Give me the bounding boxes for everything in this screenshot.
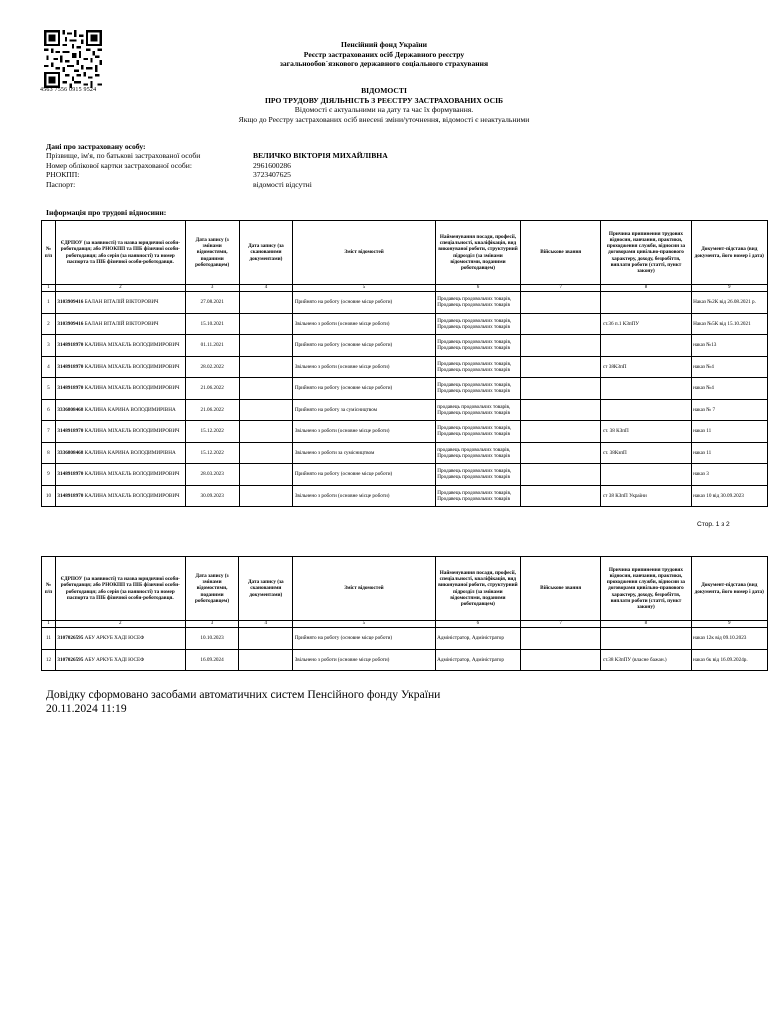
employer-cell xyxy=(55,421,185,443)
document-cell: наказ 11 xyxy=(691,421,767,443)
col-num: 9 xyxy=(691,285,767,292)
document-cell: наказ 11 xyxy=(691,442,767,464)
col-header-scan-date: Дата запису (за сканованими документами) xyxy=(239,221,293,285)
table-row xyxy=(42,464,768,486)
military-rank-cell xyxy=(521,356,601,378)
col-num: 7 xyxy=(521,285,601,292)
row-number-cell: 7 xyxy=(42,421,56,443)
scan-date-cell xyxy=(239,649,293,671)
employer-code: 3148918970 xyxy=(57,342,84,349)
table-row xyxy=(42,421,768,443)
termination-reason-cell xyxy=(601,628,691,650)
table-row xyxy=(42,335,768,357)
row-number-cell: 1 xyxy=(42,292,56,314)
person-heading: Дані про застраховану особу: xyxy=(46,142,146,151)
position-cell: Продавець продовольчих товарів, Продавець продовольчих товарів xyxy=(435,313,520,335)
table-row xyxy=(42,485,768,507)
termination-reason-cell: ст.38 КЗпПУ (власне бажан.) xyxy=(601,649,691,671)
employer-name: АБУ АРКУБ ХАДІ ЮСЕФ xyxy=(84,635,145,642)
col-num: 8 xyxy=(601,621,691,628)
record-date-cell: 10.10.2023 xyxy=(185,628,239,650)
col-header-document: Документ-підстава (вид документа, його номер і дата) xyxy=(691,557,767,621)
employer-cell xyxy=(55,335,185,357)
person-name-value: ВЕЛИЧКО ВІКТОРІЯ МИХАЙЛІВНА xyxy=(253,151,388,161)
col-header-termination-reason: Причина припинення трудових відносин, навчання, практики, проходження служби, відносин за договорами цивільно-правового характеру, доходу, безробіття, виплати роботи (статті, пункт закону) xyxy=(601,221,691,285)
col-num: 8 xyxy=(601,285,691,292)
content-cell: Прийнято на роботу (основне місце роботи) xyxy=(293,292,435,314)
record-date-cell: 16.09.2024 xyxy=(185,649,239,671)
employer-cell xyxy=(55,485,185,507)
document-cell: наказ №4 xyxy=(691,378,767,400)
col-header-content: Зміст відомостей xyxy=(293,557,435,621)
record-date-cell: 30.09.2023 xyxy=(185,485,239,507)
row-number-cell: 6 xyxy=(42,399,56,421)
document-cell: наказ № 7 xyxy=(691,399,767,421)
termination-reason-cell: ст. 38КзпП xyxy=(601,442,691,464)
record-date-cell: 28.03.2023 xyxy=(185,464,239,486)
employer-code: 3148918970 xyxy=(57,492,84,499)
col-num: 4 xyxy=(239,285,293,292)
col-header-employer: ЄДРПОУ (за наявності) та назва юридичної особи-роботодавця; або РНОКПП та ПІБ фізичної особи-роботодавця; або серія (за наявності) та номер паспорта та ПІБ фізичної особи-роботодавця. xyxy=(55,557,185,621)
col-header-record-date: Дата запису (з змінами відомостями, поданими роботодавцем) xyxy=(185,221,239,285)
military-rank-cell xyxy=(521,485,601,507)
employer-name: КАЛИНА МІХАЕЛЬ ВОЛОДИМИРОВИЧ xyxy=(84,428,180,435)
document-cell: наказ 3 xyxy=(691,464,767,486)
record-date-cell: 01.11.2021 xyxy=(185,335,239,357)
col-num: 3 xyxy=(185,621,239,628)
scan-date-cell xyxy=(239,464,293,486)
termination-reason-cell: ст 38 КЗпП України xyxy=(601,485,691,507)
table-row xyxy=(42,378,768,400)
employer-cell xyxy=(55,399,185,421)
scan-date-cell xyxy=(239,485,293,507)
position-cell: продавець продовольчих товарів, Продавець продовольчих товарів xyxy=(435,399,520,421)
col-header-content: Зміст відомостей xyxy=(293,221,435,285)
scan-date-cell xyxy=(239,292,293,314)
footer-line-2: 20.11.2024 11:19 xyxy=(46,701,127,715)
employer-cell xyxy=(55,442,185,464)
military-rank-cell xyxy=(521,335,601,357)
employer-cell xyxy=(55,292,185,314)
person-card-row xyxy=(46,161,388,170)
scan-date-cell xyxy=(239,628,293,650)
table-body-page-1 xyxy=(42,292,768,507)
employer-cell xyxy=(55,464,185,486)
position-cell: Продавець продовольчих товарів, Продавець продовольчих товарів xyxy=(435,464,520,486)
table-row xyxy=(42,292,768,314)
row-number-cell: 4 xyxy=(42,356,56,378)
employer-cell xyxy=(55,313,185,335)
person-rnokpp-value: 3723407625 xyxy=(253,170,291,180)
col-header-number: № п/п xyxy=(42,557,56,621)
employer-name: БАЛАН ВІТАЛІЙ ВІКТОРОВИЧ xyxy=(84,320,159,327)
employer-cell xyxy=(55,378,185,400)
section-title: Інформація про трудові відносини: xyxy=(46,208,167,217)
termination-reason-cell xyxy=(601,335,691,357)
employer-code: 3336808468 xyxy=(57,406,84,413)
employer-code: 3148918970 xyxy=(57,385,84,392)
position-cell: Продавець продовольчих товарів, Продавець продовольчих товарів xyxy=(435,421,520,443)
position-cell: Продавець продовольчих товарів, Продавець продовольчих товарів xyxy=(435,356,520,378)
employer-cell xyxy=(55,356,185,378)
table-row xyxy=(42,628,768,650)
table-row xyxy=(42,399,768,421)
col-header-position: Найменування посади, професії, спеціальності, кваліфікація, вид виконуваної роботи, структурний підрозділ (за змінами відомостями, поданими роботодавцем) xyxy=(435,557,520,621)
person-rnokpp-row xyxy=(46,170,388,179)
col-num: 5 xyxy=(293,621,435,628)
employer-cell xyxy=(55,649,185,671)
col-num: 1 xyxy=(42,621,56,628)
document-cell: наказ 12к від 09.10.2023 xyxy=(691,628,767,650)
content-cell: Звільнено з роботи (основне місце роботи) xyxy=(293,313,435,335)
employer-code: 3103909416 xyxy=(57,299,84,306)
row-number-cell: 2 xyxy=(42,313,56,335)
record-date-cell: 21.06.2022 xyxy=(185,399,239,421)
military-rank-cell xyxy=(521,292,601,314)
position-cell: Продавець продовольчих товарів, Продавець продовольчих товарів xyxy=(435,292,520,314)
person-rnokpp-label: РНОКПП: xyxy=(46,170,80,180)
position-cell: Адміністратор, Адміністратор xyxy=(435,628,520,650)
employer-name: АБУ АРКУБ ХАДІ ЮСЕФ xyxy=(84,656,145,663)
document-header xyxy=(0,40,768,69)
person-card-label: Номер облікової картки застрахованої особи: xyxy=(46,160,192,170)
scan-date-cell xyxy=(239,378,293,400)
qr-number: 4563 7556 0915 9524 xyxy=(40,87,97,93)
employer-code: 3148918970 xyxy=(57,471,84,478)
position-cell: Продавець продовольчих товарів, Продавець продовольчих товарів xyxy=(435,335,520,357)
employment-table-page-1 xyxy=(41,220,768,507)
termination-reason-cell: ст 38КЗпП xyxy=(601,356,691,378)
employer-name: КАЛИНА МІХАЕЛЬ ВОЛОДИМИРОВИЧ xyxy=(84,363,180,370)
record-date-cell: 15.10.2021 xyxy=(185,313,239,335)
col-num: 1 xyxy=(42,285,56,292)
person-passport-row xyxy=(46,180,388,189)
scan-date-cell xyxy=(239,442,293,464)
employer-code: 3103909416 xyxy=(57,320,84,327)
content-cell: Звільнено з роботи (основне місце роботи) xyxy=(293,485,435,507)
military-rank-cell xyxy=(521,442,601,464)
position-cell: Продавець продовольчих товарів, Продавець продовольчих товарів xyxy=(435,485,520,507)
title-line-2: ПРО ТРУДОВУ ДІЯЛЬНІСТЬ З РЕЄСТРУ ЗАСТРАХОВАНИХ ОСІБ xyxy=(264,95,504,105)
row-number-cell: 10 xyxy=(42,485,56,507)
employer-name: КАЛИНА МІХАЕЛЬ ВОЛОДИМИРОВИЧ xyxy=(84,385,180,392)
content-cell: Прийнято на роботу (основне місце роботи) xyxy=(293,464,435,486)
employer-code: 3107026595 xyxy=(57,656,84,663)
termination-reason-cell: ст.36 п.1 КЗпПУ xyxy=(601,313,691,335)
person-name-row xyxy=(46,151,388,160)
employer-name: КАЛИНА КАРИНА ВОЛОДИМИРІВНА xyxy=(84,449,176,456)
scan-date-cell xyxy=(239,356,293,378)
col-num: 7 xyxy=(521,621,601,628)
employer-code: 3148918970 xyxy=(57,428,84,435)
position-cell: Продавець продовольчих товарів, Продавець продовольчих товарів xyxy=(435,378,520,400)
title-line-3: Відомості є актуальними на дату та час їх формування. xyxy=(294,105,474,115)
scan-date-cell xyxy=(239,421,293,443)
person-passport-value: відомості відсутні xyxy=(253,179,312,189)
termination-reason-cell xyxy=(601,292,691,314)
document-cell: наказ 10 від 30.09.2023 xyxy=(691,485,767,507)
col-header-military-rank: Військове звання xyxy=(521,557,601,621)
col-header-document: Документ-підстава (вид документа, його номер і дата) xyxy=(691,221,767,285)
row-number-cell: 9 xyxy=(42,464,56,486)
column-number-row xyxy=(42,285,768,292)
col-num: 2 xyxy=(55,285,185,292)
record-date-cell: 15.12.2022 xyxy=(185,442,239,464)
col-num: 2 xyxy=(55,621,185,628)
position-cell: продавець продовольчих товарів, Продавець продовольчих товарів xyxy=(435,442,520,464)
col-header-scan-date: Дата запису (за сканованими документами) xyxy=(239,557,293,621)
document-cell: наказ №4 xyxy=(691,356,767,378)
military-rank-cell xyxy=(521,649,601,671)
col-header-employer: ЄДРПОУ (за наявності) та назва юридичної особи-роботодавця; або РНОКПП та ПІБ фізичної особи-роботодавця; або серія (за наявності) та номер паспорта та ПІБ фізичної особи-роботодавця. xyxy=(55,221,185,285)
footer-line-1: Довідку сформовано засобами автоматичних систем Пенсійного фонду України xyxy=(46,688,441,701)
employer-code: 3148918970 xyxy=(57,363,84,370)
record-date-cell: 21.06.2022 xyxy=(185,378,239,400)
header-line-1: Пенсійний фонд України xyxy=(341,40,427,49)
table-row xyxy=(42,356,768,378)
employer-name: КАЛИНА КАРИНА ВОЛОДИМИРІВНА xyxy=(84,406,176,413)
col-header-military-rank: Військове звання xyxy=(521,221,601,285)
table-header-row xyxy=(42,557,768,621)
row-number-cell: 5 xyxy=(42,378,56,400)
employer-name: КАЛИНА МІХАЕЛЬ ВОЛОДИМИРОВИЧ xyxy=(84,342,180,349)
employer-code: 3336808468 xyxy=(57,449,84,456)
document-cell: наказ 6к від 16.09.2024р. xyxy=(691,649,767,671)
termination-reason-cell xyxy=(601,464,691,486)
document-cell: Наказ №2К від 26.08.2021 р. xyxy=(691,292,767,314)
row-number-cell: 12 xyxy=(42,649,56,671)
col-header-termination-reason: Причина припинення трудових відносин, навчання, практики, проходження служби, відносин за договорами цивільно-правового характеру, доходу, безробіття, виплати роботи (статті, пункт закону) xyxy=(601,557,691,621)
person-passport-label: Паспорт: xyxy=(46,179,76,189)
col-num: 4 xyxy=(239,621,293,628)
record-date-cell: 28.02.2022 xyxy=(185,356,239,378)
col-num: 3 xyxy=(185,285,239,292)
row-number-cell: 3 xyxy=(42,335,56,357)
scan-date-cell xyxy=(239,335,293,357)
document-cell: наказ №13 xyxy=(691,335,767,357)
record-date-cell: 27.08.2021 xyxy=(185,292,239,314)
content-cell: Звільнено з роботи (основне місце роботи) xyxy=(293,649,435,671)
col-num: 6 xyxy=(435,285,520,292)
content-cell: Прийнято на роботу (основне місце роботи) xyxy=(293,628,435,650)
termination-reason-cell xyxy=(601,378,691,400)
employer-cell xyxy=(55,628,185,650)
person-name-label: Прізвище, ім'я, по батькові застрахованої особи xyxy=(46,151,201,161)
employer-name: КАЛИНА МІХАЕЛЬ ВОЛОДИМИРОВИЧ xyxy=(84,492,180,499)
row-number-cell: 11 xyxy=(42,628,56,650)
employment-table-page-2 xyxy=(41,556,768,671)
document-title xyxy=(0,86,768,124)
header-line-2: Реєстр застрахованих осіб Державного реєстру xyxy=(303,49,465,59)
col-num: 9 xyxy=(691,621,767,628)
column-number-row xyxy=(42,621,768,628)
col-header-number: № п/п xyxy=(42,221,56,285)
document-cell: Наказ №5К від 15.10.2021 xyxy=(691,313,767,335)
content-cell: Звільнено з роботи (основне місце роботи) xyxy=(293,356,435,378)
document-footer xyxy=(46,688,440,715)
military-rank-cell xyxy=(521,313,601,335)
content-cell: Звільнено з роботи (основне місце роботи) xyxy=(293,421,435,443)
table-body-page-2 xyxy=(42,628,768,671)
person-card-value: 2961600286 xyxy=(253,160,291,170)
table-row xyxy=(42,649,768,671)
page-number: Стор. 1 з 2 xyxy=(697,521,730,528)
person-info xyxy=(46,142,388,189)
col-num: 5 xyxy=(293,285,435,292)
col-header-record-date: Дата запису (з змінами відомостями, поданими роботодавцем) xyxy=(185,557,239,621)
position-cell: Адміністратор, Адміністратор xyxy=(435,649,520,671)
col-num: 6 xyxy=(435,621,520,628)
military-rank-cell xyxy=(521,628,601,650)
record-date-cell: 15.12.2022 xyxy=(185,421,239,443)
scan-date-cell xyxy=(239,399,293,421)
table-row xyxy=(42,313,768,335)
title-line-4: Якщо до Реєстру застрахованих осіб внесені зміни/уточнення, відомості є неактуальними xyxy=(238,114,530,124)
employer-name: КАЛИНА МІХАЕЛЬ ВОЛОДИМИРОВИЧ xyxy=(84,471,180,478)
content-cell: Звільнено з роботи за сумісництвом xyxy=(293,442,435,464)
content-cell: Прийнято на роботу (основне місце роботи) xyxy=(293,378,435,400)
employer-code: 3107026595 xyxy=(57,635,84,642)
content-cell: Прийнято на роботу за сумісництвом xyxy=(293,399,435,421)
table-header-row xyxy=(42,221,768,285)
content-cell: Прийнято на роботу (основне місце роботи) xyxy=(293,335,435,357)
col-header-position: Найменування посади, професії, спеціальності, кваліфікація, вид виконуваної роботи, структурний підрозділ (за змінами відомостями, поданими роботодавцем) xyxy=(435,221,520,285)
termination-reason-cell: ст. 38 КЗпП xyxy=(601,421,691,443)
table-row xyxy=(42,442,768,464)
military-rank-cell xyxy=(521,421,601,443)
military-rank-cell xyxy=(521,399,601,421)
military-rank-cell xyxy=(521,464,601,486)
employer-name: БАЛАН ВІТАЛІЙ ВІКТОРОВИЧ xyxy=(84,299,159,306)
row-number-cell: 8 xyxy=(42,442,56,464)
header-line-3: загальнообов`язкового державного соціального страхування xyxy=(279,59,489,69)
scan-date-cell xyxy=(239,313,293,335)
termination-reason-cell xyxy=(601,399,691,421)
title-line-1: ВІДОМОСТІ xyxy=(361,86,407,95)
military-rank-cell xyxy=(521,378,601,400)
